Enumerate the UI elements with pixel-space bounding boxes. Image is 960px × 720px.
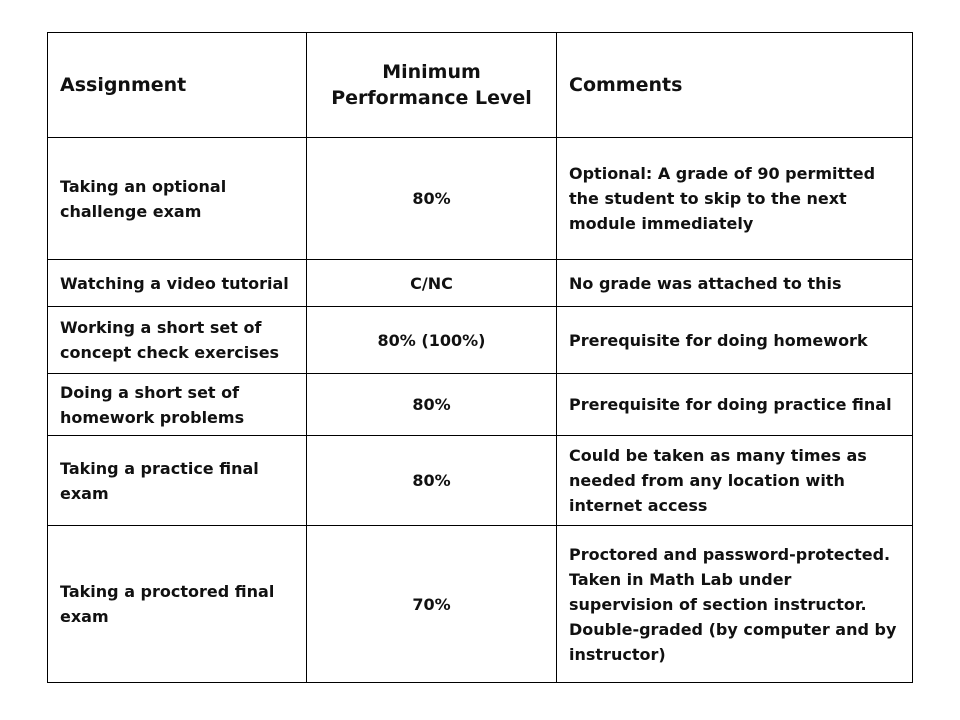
table-header-row [48,33,913,138]
assignment-cell: Taking an optional challenge exam [48,138,307,260]
level-cell: 80% [307,138,557,260]
table-row [48,374,913,436]
comments-cell: Proctored and password-protected. Taken in Math Lab under supervision of section instructor. Double-graded (by computer and by instructor) [557,526,913,683]
table-row [48,307,913,374]
header-assignment: Assignment [48,33,307,138]
performance-table [47,32,913,683]
comments-cell: Prerequisite for doing practice final [557,374,913,436]
comments-cell: Optional: A grade of 90 permitted the student to skip to the next module immediately [557,138,913,260]
assignment-cell: Working a short set of concept check exercises [48,307,307,374]
assignment-cell: Doing a short set of homework problems [48,374,307,436]
level-cell: 80% (100%) [307,307,557,374]
table-row [48,138,913,260]
comments-cell: No grade was attached to this [557,260,913,307]
assignment-cell: Taking a practice final exam [48,436,307,526]
comments-cell: Prerequisite for doing homework [557,307,913,374]
header-minimum-performance-level: Minimum Performance Level [307,33,557,138]
assignment-cell: Taking a proctored final exam [48,526,307,683]
table-row [48,526,913,683]
level-cell: 80% [307,436,557,526]
table-row [48,436,913,526]
level-cell: 80% [307,374,557,436]
table-row [48,260,913,307]
level-cell: 70% [307,526,557,683]
header-comments: Comments [557,33,913,138]
comments-cell: Could be taken as many times as needed from any location with internet access [557,436,913,526]
level-cell: C/NC [307,260,557,307]
assignment-cell: Watching a video tutorial [48,260,307,307]
